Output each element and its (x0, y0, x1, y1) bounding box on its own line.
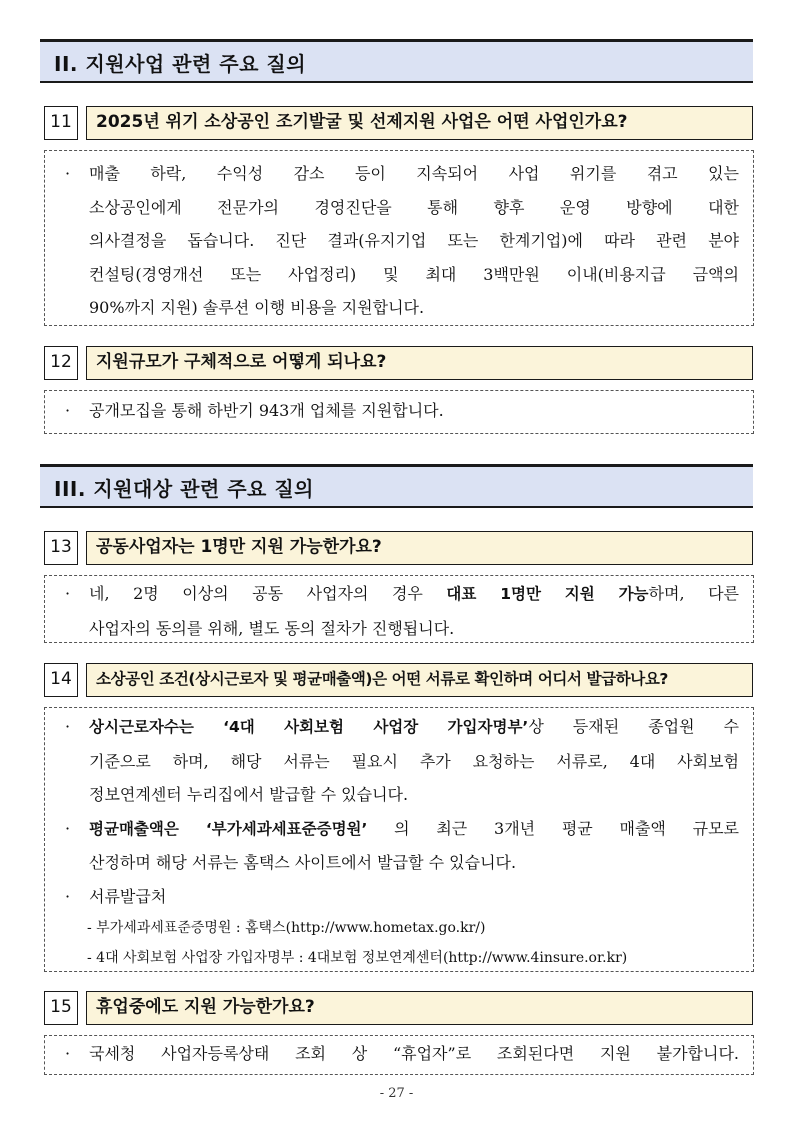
question-number: 15 (44, 991, 78, 1025)
question-number: 12 (44, 346, 78, 380)
emphasis-text: 평균매출액은 ‘부가세과세표준증명원’ (89, 819, 368, 838)
emphasis-text: 상시근로자수는 ‘4대 사회보험 사업장 가입자명부’ (89, 718, 529, 736)
answer-box-12 (44, 390, 754, 434)
question-title: 2025년 위기 소상공인 조기발굴 및 선제지원 사업은 어떤 사업인가요? (86, 106, 753, 140)
answer-line: · 공개모집을 통해 하반기 943개 업체를 지원합니다. (65, 401, 444, 420)
answer-line: 기준으로 하며, 해당 서류는 필요시 추가 요청하는 서류로, 4대 사회보험 (89, 751, 739, 771)
question-title: 공동사업자는 1명만 지원 가능한가요? (86, 531, 753, 565)
section-title: II. 지원사업 관련 주요 질의 (54, 52, 307, 76)
section-header-3 (40, 464, 753, 508)
answer-line: · 서류발급처 (65, 886, 167, 906)
question-title: 지원규모가 구체적으로 어떻게 되나요? (86, 346, 753, 380)
answer-box-13 (44, 575, 754, 643)
answer-box-15 (44, 1035, 754, 1075)
section-title: III. 지원대상 관련 주요 질의 (54, 477, 314, 501)
question-14 (44, 663, 753, 697)
answer-line: · 네, 2명 이상의 공동 사업자의 경우 대표 1명만 지원 가능하며, 다른 (65, 584, 739, 603)
question-11 (44, 106, 753, 140)
answer-line: · 국세청 사업자등록상태 조회 상 “휴업자”로 조회된다면 지원 불가합니다. (65, 1044, 739, 1063)
question-number: 13 (44, 531, 78, 565)
question-number: 14 (44, 663, 78, 697)
answer-line: 의사결정을 돕습니다. 진단 결과(유지기업 또는 한계기업)에 따라 관련 분야 (89, 231, 739, 250)
answer-line: 소상공인에게 전문가의 경영진단을 통해 향후 운영 방향에 대한 (89, 197, 739, 217)
answer-box-14 (44, 707, 754, 972)
answer-line: · 평균매출액은 ‘부가세과세표준증명원’ 의 최근 3개년 평균 매출액 규모로 (65, 818, 739, 838)
answer-line: 산정하며 해당 서류는 홈택스 사이트에서 발급할 수 있습니다. (89, 853, 517, 872)
answer-line: 정보연계센터 누리집에서 발급할 수 있습니다. (89, 785, 409, 804)
emphasis-text: 대표 1명만 지원 가능 (446, 585, 649, 603)
section-header-2 (40, 39, 753, 83)
question-12 (44, 346, 753, 380)
document-source-item: - 부가세과세표준증명원 : 홈택스(http://www.hometax.go.kr/) (87, 920, 486, 936)
question-title: 소상공인 조건(상시근로자 및 평균매출액)은 어떤 서류로 확인하며 어디서 발급하나요? (86, 663, 753, 697)
answer-line: 컨설팅(경영개선 또는 사업정리) 및 최대 3백만원 이내(비용지급 금액의 (89, 264, 739, 284)
question-15 (44, 991, 753, 1025)
answer-line: · 매출 하락, 수익성 감소 등이 지속되어 사업 위기를 겪고 있는 (65, 164, 739, 183)
question-13 (44, 531, 753, 565)
answer-line: 90%까지 지원) 솔루션 이행 비용을 지원합니다. (89, 298, 425, 317)
answer-box-11 (44, 150, 754, 326)
document-source-item: - 4대 사회보험 사업장 가입자명부 : 4대보험 정보연계센터(http://www.4insure.or.kr) (87, 950, 628, 966)
answer-line: 사업자의 동의를 위해, 별도 동의 절차가 진행됩니다. (89, 618, 455, 638)
answer-line: · 상시근로자수는 ‘4대 사회보험 사업장 가입자명부’상 등재된 종업원 수 (65, 717, 740, 736)
page-number: - 27 - (379, 1086, 414, 1101)
question-number: 11 (44, 106, 78, 140)
question-title: 휴업중에도 지원 가능한가요? (86, 991, 753, 1025)
